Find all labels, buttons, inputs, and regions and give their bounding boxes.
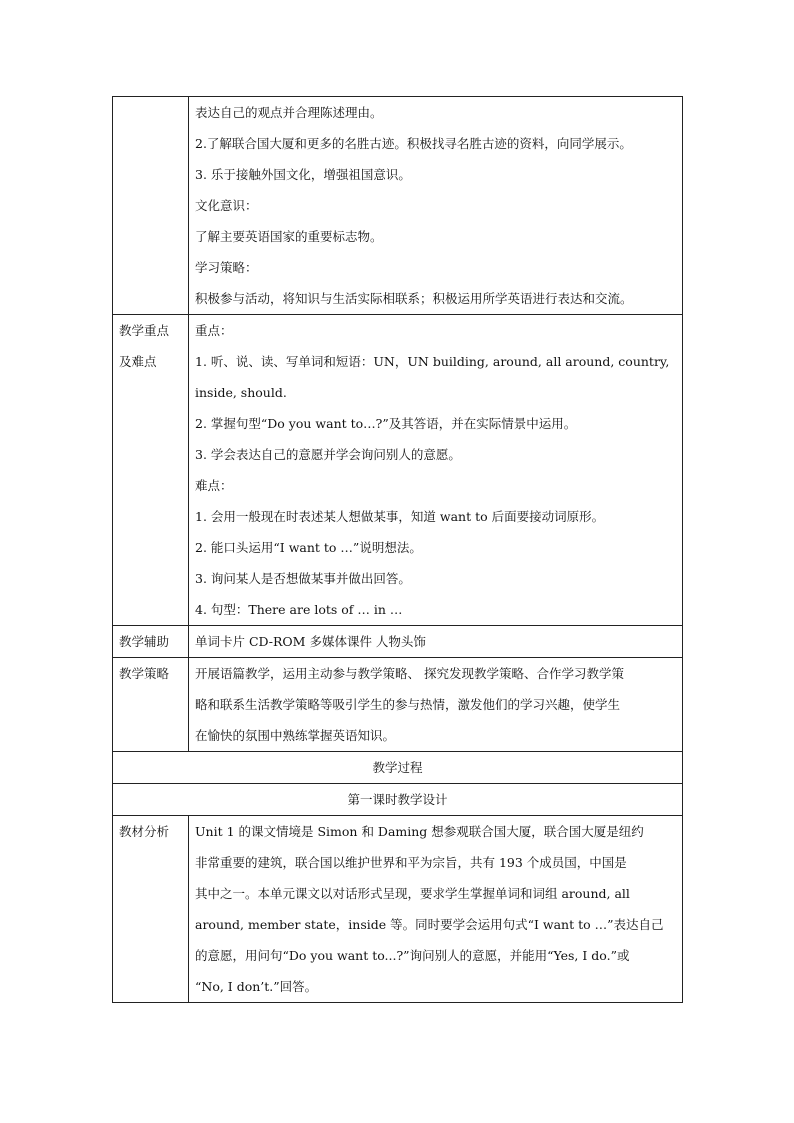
strategy-line: 在愉快的氛围中熟练掌握英语知识。	[195, 728, 396, 743]
objective-line: 表达自己的观点并合理陈述理由。	[195, 105, 383, 120]
lesson-plan-table	[112, 96, 683, 1003]
strategy-label: 教学策略	[113, 658, 189, 752]
analysis-line: Unit 1 的课文情境是 Simon 和 Daming 想参观联合国大厦，联合国大厦是纽约	[195, 824, 644, 839]
key-points-row	[113, 315, 683, 626]
strategy-line: 开展语篇教学，运用主动参与教学策略、 探究发现教学策略、合作学习教学策	[195, 666, 624, 681]
key-point-line: 2. 能口头运用“I want to …”说明想法。	[195, 540, 422, 555]
objective-line: 了解主要英语国家的重要标志物。	[195, 229, 383, 244]
analysis-line: “No, I don’t.”回答。	[195, 979, 318, 994]
key-points-label: 及难点	[119, 354, 157, 369]
strategy-content-cell	[189, 658, 683, 752]
key-point-line: 3. 学会表达自己的意愿并学会询问别人的意愿。	[195, 447, 461, 462]
objectives-label-cell	[113, 97, 189, 315]
key-point-line: 重点：	[195, 323, 233, 338]
objective-line: 积极参与活动，将知识与生活实际相联系；积极运用所学英语进行表达和交流。	[195, 291, 633, 306]
analysis-row	[113, 816, 683, 1003]
key-points-label: 教学重点	[119, 323, 170, 338]
process-header: 教学过程	[113, 752, 683, 784]
aids-row	[113, 626, 683, 658]
aids-text: 单词卡片 CD-ROM 多媒体课件 人物头饰	[189, 626, 683, 658]
objective-line: 学习策略：	[195, 260, 258, 275]
key-point-line: 1. 听、说、读、写单词和短语：UN，UN building, around, all around, country,	[195, 354, 670, 369]
key-point-line: 难点：	[195, 478, 233, 493]
key-point-line: 3. 询问某人是否想做某事并做出回答。	[195, 571, 411, 586]
objectives-row	[113, 97, 683, 315]
objectives-content-cell	[189, 97, 683, 315]
analysis-line: 其中之一。本单元课文以对话形式呈现，要求学生掌握单词和词组 around, all	[195, 886, 630, 901]
analysis-line: around, member state，inside 等。同时要学会运用句式“I want to …”表达自己	[195, 917, 664, 932]
key-points-content-cell	[189, 315, 683, 626]
key-point-line: 1. 会用一般现在时表述某人想做某事，知道 want to 后面要接动词原形。	[195, 509, 605, 524]
objective-line: 文化意识：	[195, 198, 258, 213]
analysis-line: 的意愿，用问句“Do you want to...?”询问别人的意愿，并能用“Yes, I do.”或	[195, 948, 630, 963]
analysis-label: 教材分析	[113, 816, 189, 1003]
key-point-line: 4. 句型：There are lots of … in …	[195, 602, 403, 617]
key-point-line: 2. 掌握句型“Do you want to…?”及其答语，并在实际情景中运用。	[195, 416, 577, 431]
key-point-line: inside, should.	[195, 385, 287, 400]
objective-line: 2.了解联合国大厦和更多的名胜古迹。积极找寻名胜古迹的资料，向同学展示。	[195, 136, 632, 151]
process-header-row	[113, 752, 683, 784]
strategy-row	[113, 658, 683, 752]
analysis-line: 非常重要的建筑，联合国以维护世界和平为宗旨，共有 193 个成员国，中国是	[195, 855, 627, 870]
strategy-line: 略和联系生活教学策略等吸引学生的参与热情，激发他们的学习兴趣，使学生	[195, 697, 621, 712]
objective-line: 3. 乐于接触外国文化，增强祖国意识。	[195, 167, 411, 182]
analysis-content-cell	[189, 816, 683, 1003]
lesson-header: 第一课时教学设计	[113, 784, 683, 816]
key-points-label-cell	[113, 315, 189, 626]
aids-label: 教学辅助	[113, 626, 189, 658]
lesson-header-row	[113, 784, 683, 816]
